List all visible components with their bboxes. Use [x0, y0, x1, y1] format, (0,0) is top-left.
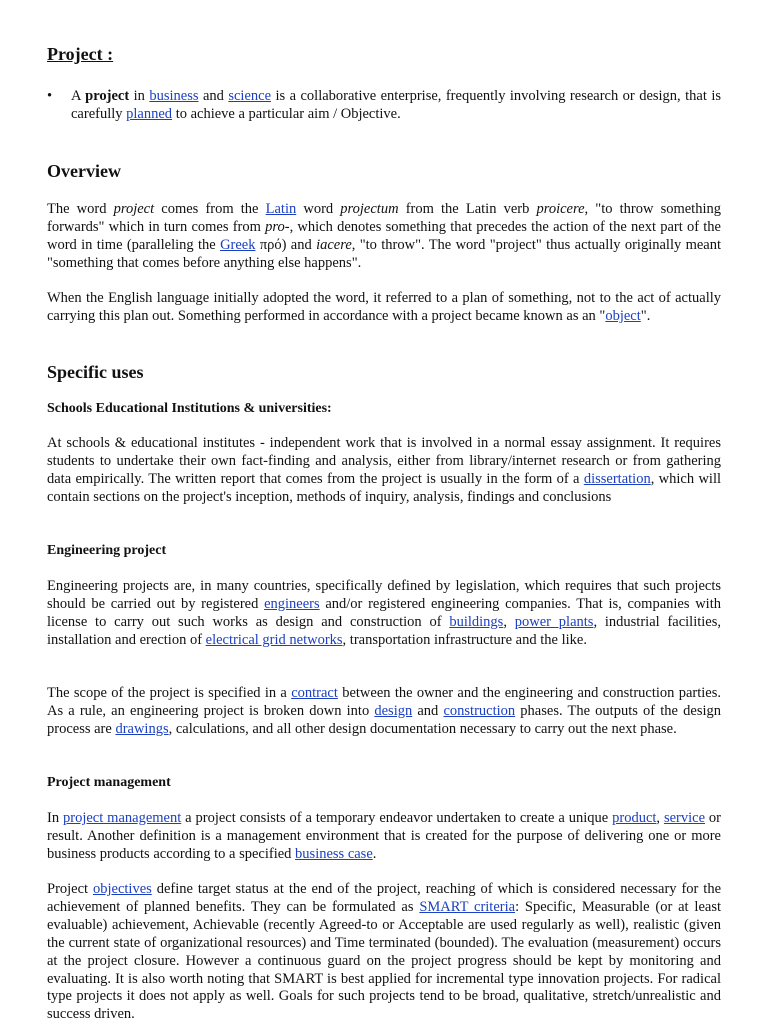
link-smart-criteria[interactable]: SMART criteria [419, 898, 516, 915]
link-objectives[interactable]: objectives [93, 881, 152, 897]
link-service[interactable]: service [663, 810, 706, 826]
project-definition: A project in business and science is a collaborative enterprise, frequently involving research or design, that is carefully planned to achieve a particular aim / Objective. [71, 88, 722, 122]
link-engineers[interactable]: engineers [264, 595, 320, 612]
page-title: Project : [47, 44, 114, 64]
overview-heading: Overview [47, 161, 121, 181]
specific-uses-heading: Specific uses [47, 362, 144, 382]
link-planned[interactable]: planned [126, 105, 173, 122]
link-object[interactable]: object [605, 307, 641, 324]
link-project-management[interactable]: project management [63, 810, 182, 826]
link-science[interactable]: science [228, 88, 272, 104]
link-contract[interactable]: contract [291, 685, 338, 701]
link-product[interactable]: product [612, 810, 657, 826]
overview-paragraph-1: The word project comes from the Latin word projectum from the Latin verb proicere, "to throw something forwards" which in turn comes from pro-, which denotes something that precedes the action of the next part of the word in time (paralleling the Greek πρό) and iacere, "to throw". The word "project" thus actually originally meant "something that comes before anything else happens". [47, 201, 721, 271]
overview-paragraph-2: When the English language initially adopted the word, it referred to a plan of something, not to the act of actually carrying this plan out. Something performed in accordance with a project became known as an "object". [47, 290, 721, 324]
management-paragraph-2: Project objectives define target status at the end of the project, reaching of which is considered necessary for the achievement of planned benefits. They can be formulated as SMART criteria: Specific, Measurable (or at least evaluable) achievement, Achievable (recently Agreed-to or Acceptable are used regularly as well), realistic (given the current state of organizational resources) and Time terminated (bounded). The evaluation (measurement) occurs at the project closure. However a continuous guard on the project progress should be kept by monitoring and evaluating. It is also worth noting that SMART is best applied for incremental type innovation projects. For radical type projects it does not apply as well. Goals for such projects tend to be broad, qualitative, stretch/unrealistic and success driven. [47, 881, 722, 1023]
bullet-icon: • [47, 88, 53, 104]
link-construction[interactable]: construction [443, 702, 516, 719]
link-power-plants[interactable]: power plants [514, 613, 594, 630]
link-dissertation[interactable]: dissertation [583, 470, 651, 487]
link-business[interactable]: business [149, 88, 199, 104]
link-greek[interactable]: Greek [220, 236, 256, 253]
link-electrical-grid-networks[interactable]: electrical grid networks [205, 631, 343, 648]
engineering-paragraph-1: Engineering projects are, in many countries, specifically defined by legislation, which requires that such projects should be carried out by registered engineers and/or registered engineering companies. That is, companies with license to carry out such works as design and construction of buildings, power plants, industrial facilities, installation and erection of electrical grid networks, transportation infrastructure and the like. [47, 578, 722, 648]
schools-paragraph: At schools & educational institutes - independent work that is involved in a normal essay assignment. It requires students to undertake their own fact-finding and analysis, either from library/internet research or from gathering data empirically. The written report that comes from the project is usually in the form of a dissertation, which will contain sections on the project's inception, methods of inquiry, analysis, findings and conclusions [47, 435, 722, 505]
link-latin[interactable]: Latin [265, 201, 297, 217]
engineering-paragraph-2: The scope of the project is specified in a contract between the owner and the engineering and construction parties. As a rule, an engineering project is broken down into design and construction phases. The outputs of the design process are drawings, calculations, and all other design documentation necessary to carry out the next phase. [47, 685, 721, 737]
project-management-heading: Project management [47, 775, 171, 790]
project-term: project [85, 88, 130, 104]
management-paragraph-1: In project management a project consists of a temporary endeavor undertaken to create a unique product, service or result. Another definition is a management environment that is created for the purpose of delivering one or more business products according to a specified business case. [47, 810, 722, 862]
link-buildings[interactable]: buildings [449, 613, 504, 630]
link-design[interactable]: design [374, 702, 413, 719]
engineering-heading: Engineering project [47, 543, 167, 558]
link-business-case[interactable]: business case [295, 845, 373, 862]
schools-heading: Schools Educational Institutions & universities: [47, 401, 332, 416]
link-drawings[interactable]: drawings [115, 720, 169, 737]
